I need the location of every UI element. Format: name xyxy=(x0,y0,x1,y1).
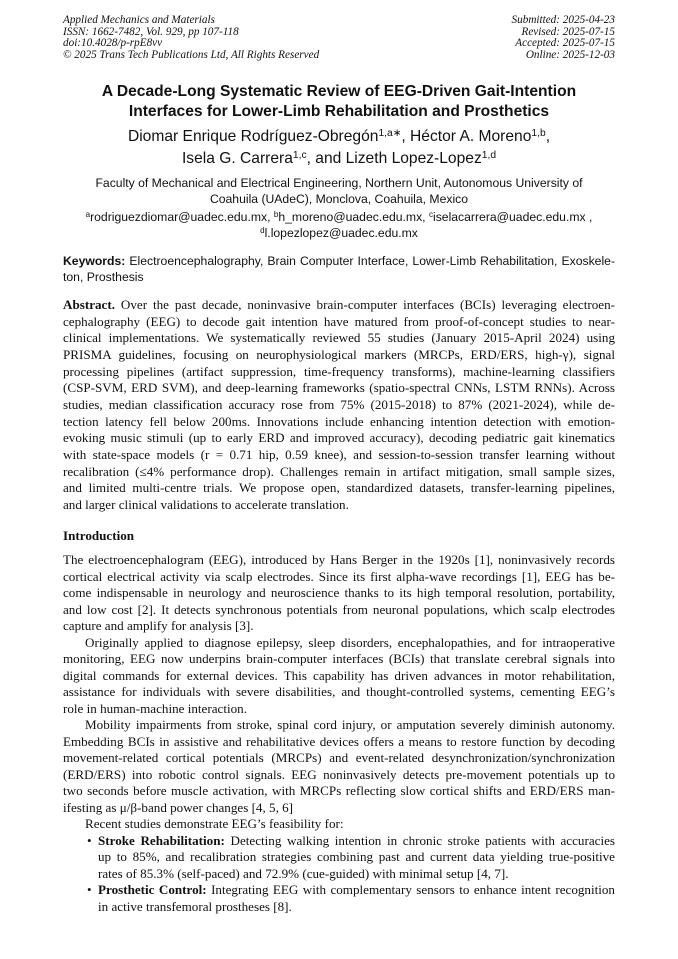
author-emails xyxy=(63,209,615,241)
email-address: iselacarrera@uadec.edu.mx xyxy=(432,210,586,224)
abstract-line: PRISMA guidelines, focusing on neurophysiological markers (MRCPs, ERD/ERS, high-γ), signal xyxy=(63,347,615,363)
abstract-line: clinical implementations. We systematically reviewed 55 studies (January 2015-April 2024) using xyxy=(63,330,615,346)
author-name: Lizeth Lopez-Lopez xyxy=(345,150,482,167)
paragraph-line: Recent studies demonstrate EEG’s feasibility for: xyxy=(85,816,344,831)
email-address: rodriguezdiomar@uadec.edu.mx xyxy=(90,210,268,224)
bullet-text: Integrating EEG with complementary sensors to enhance intent recognition xyxy=(211,882,615,897)
abstract-text: Over the past decade, noninvasive brain-computer interfaces (BCIs) leveraging electroen- xyxy=(120,297,615,312)
email-line xyxy=(63,225,615,241)
keywords-line xyxy=(63,253,615,269)
paragraph-line: Mobility impairments from stroke, spinal cord injury, or amputation severely diminish autonomy. xyxy=(85,717,615,732)
abstract-line: tection latency fell below 200ms. Innovations include enhancing intention detection with emotion- xyxy=(63,413,615,429)
email-separator: , xyxy=(267,210,274,224)
paragraph-line: digital commands for external devices. This capability has driven advances in motor rehabilitation, xyxy=(63,667,615,683)
email-address: h_moreno@uadec.edu.mx xyxy=(278,210,423,224)
paragraph-line: assistance for individuals with severe disabilities, and thought-controlled systems, cementing EEG’s xyxy=(63,684,615,699)
author-affiliation-mark: 1,c xyxy=(292,150,307,162)
paragraph-line: monitoring, EEG now underpins brain-computer interfaces (BCIs) that translate cerebral signals into xyxy=(63,651,615,666)
bullet-item-prosthetic-control xyxy=(63,882,615,915)
email-mark: d xyxy=(260,226,265,236)
page-header xyxy=(63,15,615,62)
paragraph-line: The electroencephalogram (EEG), introduced by Hans Berger in the 1920s [1], noninvasively records xyxy=(63,552,615,567)
publication-dates xyxy=(512,15,615,62)
bullet-item-stroke-rehabilitation xyxy=(63,833,615,883)
email-separator: , xyxy=(422,210,429,224)
paragraph xyxy=(63,717,615,816)
bullet-line xyxy=(98,833,615,850)
author-line xyxy=(63,148,615,170)
paragraph-line: cortical electrical activity via scalp electrodes. Since its first alpha-wave recordings [1], EEG has be- xyxy=(63,568,615,584)
abstract xyxy=(63,297,615,514)
paragraph-line: Originally applied to diagnose epilepsy, sleep disorders, encephalopathies, and for intraoperative xyxy=(85,634,615,650)
abstract-line: with state-space models (r = 0.71 hip, 0.59 knee), and session-to-session transfer learning without xyxy=(63,447,615,463)
email-address: l.lopezlopez@uadec.edu.mx xyxy=(264,226,418,240)
paragraph-line: capture and amplify for analysis [3]. xyxy=(63,618,254,633)
online-date: Online: 2025-12-03 xyxy=(525,49,615,62)
keywords-label: Keywords: xyxy=(63,254,126,268)
email-mark: c xyxy=(428,210,433,220)
author-separator: , xyxy=(401,128,411,145)
author-line xyxy=(63,126,615,148)
copyright: © 2025 Trans Tech Publications Ltd, All Rights Reserved xyxy=(63,49,320,62)
bullet-line xyxy=(98,882,615,899)
bullet-label: Prosthetic Control: xyxy=(98,882,207,897)
author-list xyxy=(63,126,615,170)
bullet-marker: • xyxy=(87,832,92,848)
abstract-line: and larger clinical validations to accelerate translation. xyxy=(63,497,349,513)
paragraph-line: two seconds before muscle activation, with MRCPs reflecting slow cortical shifts and ERD/ERS man- xyxy=(63,783,615,798)
abstract-line: evoking music stimuli (up to early ERD and improved accuracy), decoding pediatric gait kinematics xyxy=(63,430,615,446)
abstract-line: recalibration (≤4% performance drop). Challenges remain in artifact mitigation, small sample sizes, xyxy=(63,463,615,479)
paragraph-line: come indispensable in neurology and neuroscience thanks to its high temporal resolution, portability, xyxy=(63,585,615,600)
bullet-marker: • xyxy=(87,882,92,897)
bullet-line: in active transfemoral prostheses [8]. xyxy=(98,898,292,914)
author-affiliation-mark: 1,d xyxy=(481,150,497,162)
paper-title xyxy=(63,82,615,122)
bullet-label: Stroke Rehabilitation: xyxy=(98,832,225,848)
paragraph xyxy=(63,552,615,635)
author-name: Isela G. Carrera xyxy=(181,150,293,167)
submitted-date: Submitted: 2025-04-23 xyxy=(511,14,615,26)
paragraph-line: role in human-machine interaction. xyxy=(63,700,247,716)
author-name: Héctor A. Moreno xyxy=(410,128,532,145)
abstract-line: processing pipelines (artifact suppression, time-frequency transforms), machine-learning classifiers xyxy=(63,363,615,379)
email-line xyxy=(63,209,615,225)
email-mark: b xyxy=(273,210,279,220)
affiliation-line: Faculty of Mechanical and Electrical Engineering, Northern Unit, Autonomous University of xyxy=(95,176,583,190)
paragraph-line: Embedding BCIs in assistive and rehabilitative devices offers a means to restore function by decoding xyxy=(63,733,615,749)
paragraph-line: and low cost [2]. It detects synchronous potentials from neuronal populations, which scalp electrodes xyxy=(63,601,615,617)
keywords-text: Electroencephalography, Brain Computer Interface, Lower-Limb Rehabilitation, Exoskele- xyxy=(129,254,616,268)
paragraph-line: ifesting as μ/β-band power changes [4, 5, 6] xyxy=(63,799,294,815)
journal-info xyxy=(63,15,319,62)
author-separator: , xyxy=(545,128,551,145)
email-mark: a xyxy=(85,210,91,220)
abstract-line xyxy=(63,297,615,314)
doi: doi:10.4028/p-rpE8vv xyxy=(63,37,163,50)
bullet-line: up to 85%, and recalibration strategies combining past and current data yielding true-positive xyxy=(98,849,615,864)
affiliation xyxy=(63,176,615,207)
journal-name: Applied Mechanics and Materials xyxy=(63,14,215,26)
abstract-line: (CSP-SVM, ERD SVM), and deep-learning frameworks (spatio-spectral CNNs, LSTM RNNs). Across xyxy=(63,380,615,396)
author-separator: , and xyxy=(306,150,346,167)
abstract-line: studies, median classification accuracy rose from 75% (2015-2018) to 87% (2021-2024), while de- xyxy=(63,397,615,413)
abstract-line: and limited multi-centre trials. We propose open, standardized datasets, transfer-learning pipelines, xyxy=(63,480,615,496)
abstract-label: Abstract. xyxy=(63,297,115,312)
paragraph-line: (ERD/ERS) into robotic control signals. EEG noninvasively detects pre-movement potentials up to xyxy=(63,766,615,782)
paragraph xyxy=(63,816,615,833)
section-heading-introduction: Introduction xyxy=(63,528,135,543)
title-line: A Decade-Long Systematic Review of EEG-Driven Gait-Intention xyxy=(101,83,577,100)
author-affiliation-mark: 1,a∗ xyxy=(378,128,402,140)
affiliation-line: Coahuila (UAdeC), Monclova, Coahuila, Mexico xyxy=(209,191,469,206)
paragraph xyxy=(63,635,615,718)
email-separator: , xyxy=(585,210,593,224)
bullet-text: Detecting walking intention in chronic stroke patients with accuracies xyxy=(230,832,615,848)
author-name: Diomar Enrique Rodríguez-Obregón xyxy=(127,128,379,145)
title-line: Interfaces for Lower-Limb Rehabilitation and Prosthetics xyxy=(128,103,550,120)
introduction-body xyxy=(63,552,615,915)
revised-date: Revised: 2025-07-15 xyxy=(521,25,615,38)
keywords xyxy=(63,253,615,285)
issn: ISSN: 1662-7482, Vol. 929, pp 107-118 xyxy=(63,25,239,38)
accepted-date: Accepted: 2025-07-15 xyxy=(515,37,615,50)
abstract-line: cephalography (EEG) to decode gait intention have matured from proof-of-concept studies to near- xyxy=(63,313,615,329)
keywords-line: ton, Prosthesis xyxy=(63,270,144,284)
bullet-line: rates of 85.3% (self-paced) and 72.9% (cue-guided) with minimal setup [4, 7]. xyxy=(98,865,509,881)
author-affiliation-mark: 1,b xyxy=(531,128,546,140)
paragraph-line: movement-related cortical potentials (MRCPs) and event-related desynchronization/synchronization xyxy=(63,750,615,765)
